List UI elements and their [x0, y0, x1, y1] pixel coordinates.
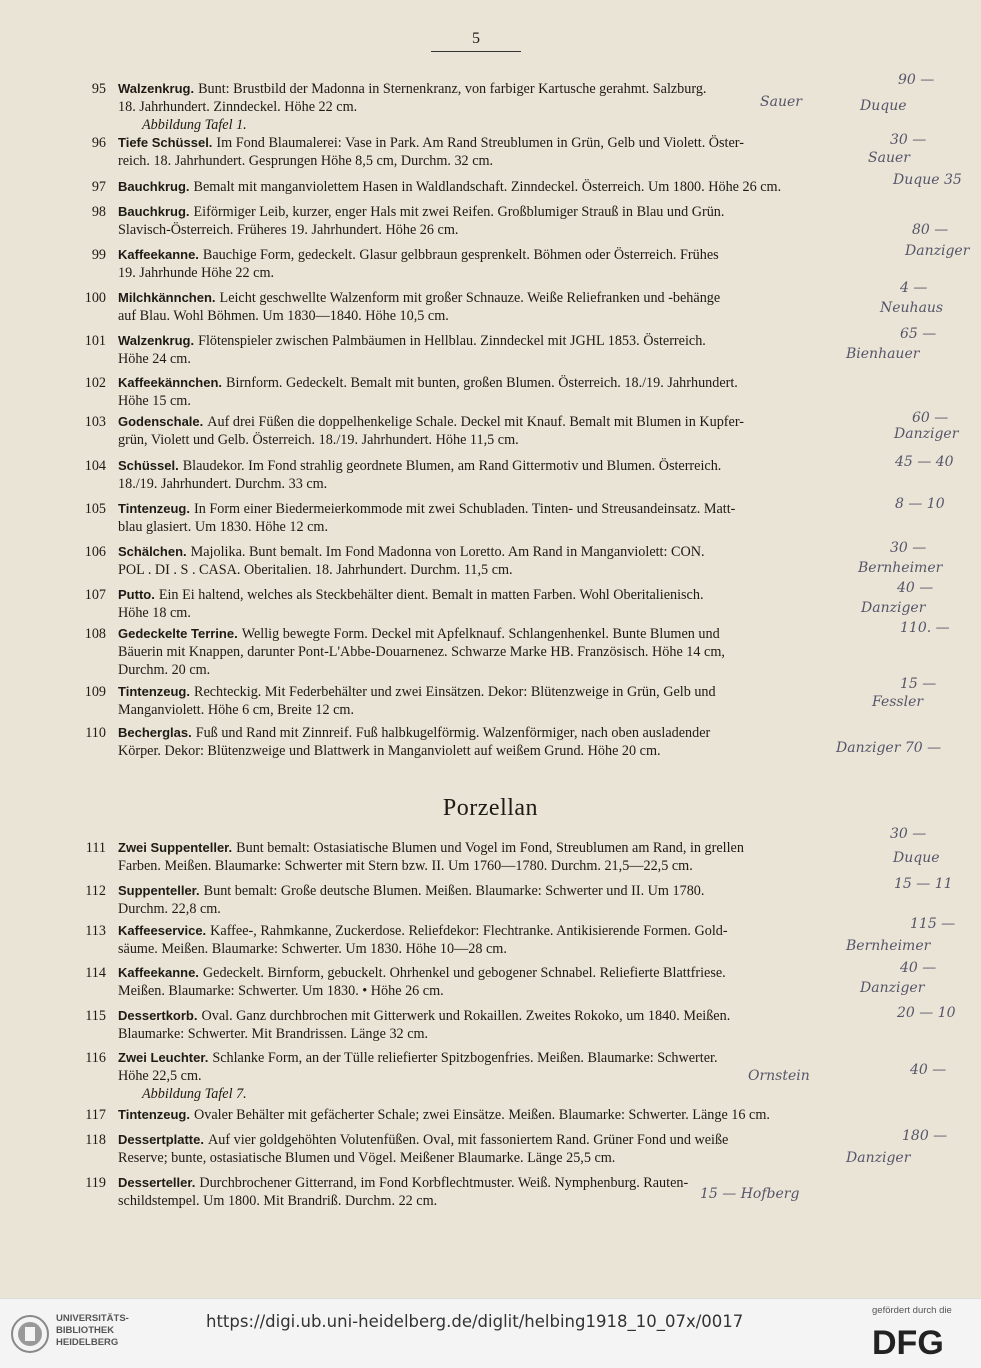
entry-title: Schälchen. — [118, 544, 187, 559]
entry-line — [118, 922, 900, 940]
entry-line — [118, 543, 900, 561]
entry-title: Tintenzeug. — [118, 501, 190, 516]
entry-text: auf Blau. Wohl Böhmen. Um 1830—1840. Höhe 10,5 cm. — [118, 308, 449, 324]
institution-line-2: BIBLIOTHEK — [56, 1325, 115, 1336]
entry-line — [118, 264, 900, 282]
entry-body — [118, 922, 900, 958]
catalog-entry — [74, 134, 900, 170]
entry-text: Ovaler Behälter mit gefächerter Schale; zwei Einsätze. Meißen. Blaumarke: Schwerter. Länge 16 cm. — [193, 1107, 770, 1123]
entry-text: Farben. Meißen. Blaumarke: Schwerter mit Stern bzw. II. Um 1760—1780. Durchm. 21,5—22,5 cm. — [118, 858, 693, 874]
entry-line — [118, 1025, 900, 1043]
catalog-entry — [74, 625, 900, 679]
entry-title: Zwei Suppenteller. — [118, 840, 233, 855]
entry-text: Körper. Dekor: Blütenzweige und Blattwerk in Manganviolett auf weißem Grund. Höhe 20 cm. — [118, 743, 661, 759]
institution-line-1: UNIVERSITÄTS- — [56, 1313, 129, 1324]
entry-line — [118, 518, 900, 536]
entry-line — [118, 964, 900, 982]
pencil-annotation: 60 — — [912, 410, 949, 426]
entry-number: 113 — [85, 923, 106, 939]
entry-number: 105 — [84, 501, 106, 517]
entry-number: 98 — [91, 204, 106, 220]
pencil-annotation: Sauer — [760, 94, 802, 110]
pencil-annotation: 15 — — [900, 676, 937, 692]
entry-number: 117 — [85, 1107, 106, 1123]
catalog-entry — [74, 178, 900, 196]
catalog-entry — [74, 882, 900, 918]
pencil-annotation: 115 — — [910, 916, 956, 932]
pencil-annotation: 30 — — [890, 540, 927, 556]
entry-line — [118, 152, 900, 170]
section-title: Porzellan — [442, 795, 539, 821]
catalog-entry — [74, 413, 900, 449]
pencil-annotation: 65 — — [900, 326, 937, 342]
dfg-logo-icon[interactable] — [870, 1321, 970, 1361]
entry-line — [118, 900, 900, 918]
catalog-entry — [74, 922, 900, 958]
page-number: 5 — [431, 30, 521, 52]
entry-text: Bäuerin mit Knappen, darunter Pont-L'Abbe-Douarnenez. Schwarze Marke HB. Französisch. Höhe 14 cm, — [118, 644, 725, 660]
entry-line — [118, 307, 900, 325]
pencil-annotation: Ornstein — [748, 1068, 810, 1084]
catalog-entry — [74, 964, 900, 1000]
entry-body — [118, 1131, 900, 1167]
entry-line — [118, 246, 900, 264]
entry-line — [118, 586, 900, 604]
permalink-url[interactable]: https://digi.ub.uni-heidelberg.de/diglit/helbing1918_10_07x/0017 — [206, 1312, 744, 1331]
entry-body — [118, 500, 900, 536]
pencil-annotation: Fessler — [872, 694, 924, 710]
entry-title: Gedeckelte Terrine. — [118, 626, 238, 641]
entry-title: Becherglas. — [118, 725, 192, 740]
entry-body — [118, 134, 900, 170]
entry-text: reich. 18. Jahrhundert. Gesprungen Höhe 8,5 cm, Durchm. 32 cm. — [118, 153, 494, 169]
entry-body — [118, 683, 900, 719]
catalog-entry — [74, 1131, 900, 1167]
entry-number: 118 — [85, 1132, 106, 1148]
entry-line — [118, 1106, 900, 1124]
entry-body — [118, 724, 900, 760]
entry-line — [118, 134, 900, 152]
entry-body — [118, 882, 900, 918]
entry-text: Bunt: Brustbild der Madonna in Sternenkranz, von farbiger Kartusche gerahmt. Salzburg. — [198, 81, 707, 97]
entry-text: säume. Meißen. Blaumarke: Schwerter. Um 1830. Höhe 10—28 cm. — [118, 941, 507, 957]
entry-line — [118, 1149, 900, 1167]
entry-line — [118, 625, 900, 643]
university-seal-icon[interactable] — [10, 1314, 50, 1354]
catalog-entry — [74, 543, 900, 579]
entry-body — [118, 1106, 900, 1124]
entry-line — [118, 701, 900, 719]
pencil-annotation: 20 — 10 — [897, 1005, 956, 1021]
entry-line — [118, 940, 900, 958]
pencil-annotation: 40 — — [910, 1062, 947, 1078]
entry-text: Durchm. 22,8 cm. — [118, 901, 221, 917]
entry-text: Bemalt mit manganviolettem Hasen in Waldlandschaft. Zinndeckel. Österreich. Um 1800. Höhe 26 cm. — [193, 179, 782, 195]
entry-number: 106 — [84, 544, 106, 560]
entry-text: Gedeckelt. Birnform, gebuckelt. Ohrhenkel und gebogener Schnabel. Reliefierte Blattfriese. — [202, 965, 726, 981]
entry-number: 108 — [84, 626, 106, 642]
entry-text: Auf vier goldgehöhten Volutenfüßen. Oval, mit fassoniertem Rand. Grüner Fond und weiße — [207, 1132, 729, 1148]
entry-body — [118, 964, 900, 1000]
entry-title: Zwei Leuchter. — [118, 1050, 209, 1065]
entry-number: 104 — [84, 458, 106, 474]
entry-number: 100 — [84, 290, 106, 306]
entry-text: 19. Jahrhunde Höhe 22 cm. — [118, 265, 275, 281]
catalog-entry — [74, 457, 900, 493]
entry-title: Bauchkrug. — [118, 204, 190, 219]
entry-text: Eiförmiger Leib, kurzer, enger Hals mit zwei Reifen. Großblumiger Strauß in Blau und Grün. — [193, 204, 725, 220]
catalog-entry — [74, 839, 900, 875]
entry-text: Fuß und Rand mit Zinnreif. Fuß halbkugelförmig. Walzenförmiger, nach oben ausladender — [195, 725, 711, 741]
entry-text: Slavisch-Österreich. Früheres 19. Jahrhundert. Höhe 26 cm. — [118, 222, 459, 238]
entry-text: Ein Ei haltend, welches als Steckbehälter dient. Bemalt in matten Farben. Wohl Oberitalienisch. — [158, 587, 704, 603]
entry-line — [118, 475, 900, 493]
entry-title: Tintenzeug. — [118, 1107, 190, 1122]
pencil-annotation: 30 — — [890, 826, 927, 842]
entry-text: Reserve; bunte, ostasiatische Blumen und Vögel. Meißener Blaumarke. Länge 25,5 cm. — [118, 1150, 616, 1166]
entry-line — [118, 431, 900, 449]
entry-line — [118, 683, 900, 701]
entry-text: Meißen. Blaumarke: Schwerter. Um 1830. • Höhe 26 cm. — [118, 983, 444, 999]
entry-text: 18. Jahrhundert. Zinndeckel. Höhe 22 cm. — [118, 99, 358, 115]
entry-line — [118, 500, 900, 518]
entry-title: Walzenkrug. — [118, 81, 195, 96]
entry-line — [118, 332, 900, 350]
entry-number: 110 — [85, 725, 106, 741]
entry-text: Blaumarke: Schwerter. Mit Brandrissen. Länge 32 cm. — [118, 1026, 429, 1042]
entry-text: Bunt bemalt: Ostasiatische Blumen und Vogel im Fond, Streublumen am Rand, in grellen — [236, 840, 744, 856]
entry-number: 96 — [91, 135, 106, 151]
pencil-annotation: Duque — [893, 850, 940, 866]
entry-text: Kaffee-, Rahmkanne, Zuckerdose. Reliefdekor: Flechtranke. Antikisierende Formen. Gold- — [210, 923, 728, 939]
entry-line — [118, 350, 900, 368]
entry-body — [118, 457, 900, 493]
pencil-annotation: 80 — — [912, 222, 949, 238]
pencil-annotation: Bienhauer — [846, 346, 920, 362]
catalog-entry — [74, 374, 900, 410]
entry-line — [118, 661, 900, 679]
entry-number: 109 — [84, 684, 106, 700]
entry-number: 101 — [84, 333, 106, 349]
pencil-annotation: 45 — 40 — [895, 454, 954, 470]
pencil-annotation: Sauer — [868, 150, 910, 166]
entry-number: 102 — [84, 375, 106, 391]
pencil-annotation: Danziger — [861, 600, 926, 616]
entry-text: Flötenspieler zwischen Palmbäumen in Hellblau. Zinndeckel mit JGHL 1853. Österreich. — [198, 333, 706, 349]
entry-line — [118, 1131, 900, 1149]
entry-number: 97 — [91, 179, 106, 195]
entry-text: Höhe 15 cm. — [118, 393, 191, 409]
entry-title: Bauchkrug. — [118, 179, 190, 194]
pencil-annotation: 40 — — [897, 580, 934, 596]
entry-body — [118, 332, 900, 368]
funded-by-text: gefördert durch die — [872, 1305, 952, 1316]
pencil-annotation: 4 — — [900, 280, 928, 296]
entry-text: Höhe 22,5 cm. — [118, 1068, 202, 1084]
pencil-annotation: Danziger — [894, 426, 959, 442]
entry-line — [118, 857, 900, 875]
catalog-entry — [74, 1106, 900, 1124]
entry-line — [118, 289, 900, 307]
entry-line — [118, 457, 900, 475]
entry-text: Durchbrochener Gitterrand, im Fond Korbflechtmuster. Weiß. Nymphenburg. Rauten- — [199, 1175, 689, 1191]
entry-line — [118, 882, 900, 900]
entry-line — [118, 982, 900, 1000]
entry-text: POL . DI . S . CASA. Oberitalien. 18. Jahrhundert. Durchm. 11,5 cm. — [118, 562, 513, 578]
entry-text: Oval. Ganz durchbrochen mit Gitterwerk und Rokaillen. Zweites Rokoko, um 1840. Meißen. — [201, 1008, 731, 1024]
entry-text: blau glasiert. Um 1830. Höhe 12 cm. — [118, 519, 329, 535]
pencil-annotation: Duque 35 — [893, 172, 962, 188]
entry-line — [118, 643, 900, 661]
entry-title: Schüssel. — [118, 458, 179, 473]
entry-title: Tintenzeug. — [118, 684, 190, 699]
entry-line — [118, 1007, 900, 1025]
entry-number: 116 — [85, 1050, 106, 1066]
entry-body — [118, 246, 900, 282]
entry-body — [118, 543, 900, 579]
institution-line-3: HEIDELBERG — [56, 1337, 119, 1348]
entry-body — [118, 1007, 900, 1043]
entry-text: Bunt bemalt: Große deutsche Blumen. Meißen. Blaumarke: Schwerter und II. Um 1780. — [203, 883, 705, 899]
entry-text: Leicht geschwellte Walzenform mit großer Schnauze. Weiße Reliefranken und -behänge — [219, 290, 721, 306]
dfg-logo-text: DFG — [872, 1324, 944, 1361]
entry-line — [118, 374, 900, 392]
entry-number: 103 — [84, 414, 106, 430]
entry-body — [118, 413, 900, 449]
entry-number: 111 — [85, 840, 106, 856]
catalog-entry — [74, 332, 900, 368]
entry-title: Tiefe Schüssel. — [118, 135, 213, 150]
entry-number: 119 — [85, 1175, 106, 1191]
catalog-entry — [74, 289, 900, 325]
entry-title: Suppenteller. — [118, 883, 200, 898]
entry-number: 114 — [85, 965, 106, 981]
entry-text: Höhe 24 cm. — [118, 351, 191, 367]
entry-line — [118, 221, 900, 239]
entry-line — [118, 742, 900, 760]
pencil-annotation: 180 — — [902, 1128, 948, 1144]
entry-body — [118, 203, 900, 239]
entry-number: 112 — [85, 883, 106, 899]
catalog-entry — [74, 203, 900, 239]
entry-text: Im Fond Blaumalerei: Vase in Park. Am Rand Streublumen in Grün, Gelb und Violett. Öster- — [216, 135, 744, 151]
entry-text: Schlanke Form, an der Tülle reliefierter Spitzbogenfries. Meißen. Blaumarke: Schwerter. — [212, 1050, 718, 1066]
pencil-annotation: Neuhaus — [880, 300, 944, 316]
entry-figure-reference: Abbildung Tafel 1. — [142, 117, 247, 133]
entry-title: Milchkännchen. — [118, 290, 216, 305]
entry-body — [118, 178, 900, 196]
catalog-entry — [74, 586, 900, 622]
entry-number: 107 — [84, 587, 106, 603]
entry-number: 99 — [91, 247, 106, 263]
entry-title: Kaffeeservice. — [118, 923, 207, 938]
pencil-annotation: 110. — — [900, 620, 950, 636]
entry-text: Rechteckig. Mit Federbehälter und zwei Einsätzen. Dekor: Blütenzweige in Grün, Gelb und — [193, 684, 716, 700]
entry-text: Höhe 18 cm. — [118, 605, 191, 621]
pencil-annotation: 8 — 10 — [895, 496, 945, 512]
entry-line — [118, 413, 900, 431]
pencil-annotation: 90 — — [898, 72, 935, 88]
entry-number: 115 — [85, 1008, 106, 1024]
entry-line — [118, 203, 900, 221]
entry-line — [118, 724, 900, 742]
entry-text: Blaudekor. Im Fond strahlig geordnete Blumen, am Rand Gittermotiv und Blumen. Österreich. — [182, 458, 722, 474]
entry-title: Desserteller. — [118, 1175, 196, 1190]
entry-text: Wellig bewegte Form. Deckel mit Apfelknauf. Schlangenhenkel. Bunte Blumen und — [241, 626, 720, 642]
entry-title: Kaffeekanne. — [118, 247, 199, 262]
entry-line — [118, 604, 900, 622]
entry-text: Bauchige Form, gedeckelt. Glasur gelbbraun gesprenkelt. Böhmen oder Österreich. Frühes — [202, 247, 719, 263]
footer-bar — [0, 1298, 981, 1368]
entry-title: Walzenkrug. — [118, 333, 195, 348]
pencil-annotation: 30 — — [890, 132, 927, 148]
entry-text: grün, Violett und Gelb. Österreich. 18./19. Jahrhundert. Höhe 11,5 cm. — [118, 432, 519, 448]
catalog-entry — [74, 724, 900, 760]
entry-text: 18./19. Jahrhundert. Durchm. 33 cm. — [118, 476, 328, 492]
entry-figure-reference: Abbildung Tafel 7. — [142, 1086, 247, 1102]
entry-title: Kaffeekanne. — [118, 965, 199, 980]
entry-line — [118, 1049, 900, 1067]
entry-text: Manganviolett. Höhe 6 cm, Breite 12 cm. — [118, 702, 355, 718]
entry-line — [118, 839, 900, 857]
entry-title: Putto. — [118, 587, 155, 602]
pencil-annotation: Danziger — [846, 1150, 911, 1166]
pencil-annotation: 15 — Hofberg — [700, 1186, 800, 1202]
pencil-annotation: Duque — [860, 98, 907, 114]
entry-number: 95 — [91, 81, 106, 97]
entry-text: Auf drei Füßen die doppelhenkelige Schale. Deckel mit Knauf. Bemalt mit Blumen in Kupfer- — [207, 414, 744, 430]
pencil-annotation: Danziger 70 — — [836, 740, 942, 756]
catalog-entry — [74, 246, 900, 282]
entry-body — [118, 625, 900, 679]
entry-line — [118, 392, 900, 410]
catalog-entry — [74, 1007, 900, 1043]
catalog-entry — [74, 500, 900, 536]
entry-text: In Form einer Biedermeierkommode mit zwei Schubladen. Tinten- und Streusandeinsatz. Matt- — [193, 501, 736, 517]
entry-title: Godenschale. — [118, 414, 204, 429]
catalog-entry — [74, 683, 900, 719]
entry-text: Durchm. 20 cm. — [118, 662, 211, 678]
entry-title: Dessertplatte. — [118, 1132, 204, 1147]
entry-line — [118, 178, 900, 196]
entry-line — [118, 561, 900, 579]
pencil-annotation: Danziger — [860, 980, 925, 996]
entry-body — [118, 289, 900, 325]
entry-title: Kaffeekännchen. — [118, 375, 223, 390]
entry-body — [118, 586, 900, 622]
pencil-annotation: Danziger — [905, 243, 970, 259]
pencil-annotation: Bernheimer — [858, 560, 943, 576]
entry-text: Majolika. Bunt bemalt. Im Fond Madonna von Loretto. Am Rand in Manganviolett: CON. — [190, 544, 705, 560]
university-library-text[interactable] — [56, 1313, 129, 1349]
entry-text: Birnform. Gedeckelt. Bemalt mit bunten, großen Blumen. Österreich. 18./19. Jahrhundert. — [226, 375, 738, 391]
pencil-annotation: 15 — 11 — [894, 876, 953, 892]
pencil-annotation: 40 — — [900, 960, 937, 976]
pencil-annotation: Bernheimer — [846, 938, 931, 954]
entry-title: Dessertkorb. — [118, 1008, 198, 1023]
entry-text: schildstempel. Um 1800. Mit Brandriß. Durchm. 22 cm. — [118, 1193, 438, 1209]
entry-body — [118, 374, 900, 410]
entry-body — [118, 839, 900, 875]
